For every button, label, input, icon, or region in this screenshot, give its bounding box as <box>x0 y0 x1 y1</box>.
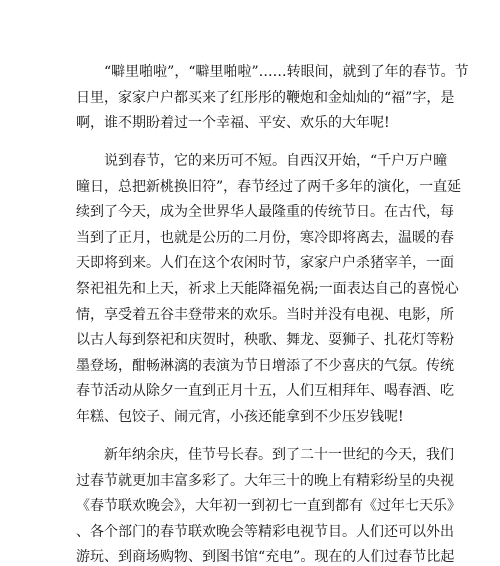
text-line: 新年纳余庆，佳节号长春。到了二十一世纪的今天，我们 <box>76 447 454 463</box>
paragraph-3 <box>76 443 461 566</box>
text-line: 春节活动从除夕一直到正月十五，人们互相拜年、喝春酒、吃 <box>76 383 454 400</box>
text-line: 墨登场，酣畅淋漓的表演为节日增添了不少喜庆的气氛。传统 <box>76 357 454 374</box>
text-line: 天即将到来。人们在这个农闲时节，家家户户杀猪宰羊，一面 <box>76 255 454 272</box>
text-line: 日里，家家户户都买来了红彤彤的鞭炮和金灿灿的“福”字，是 <box>76 89 455 106</box>
text-line: 、各个部门的春节联欢晚会等精彩电视节目。人们还可以外出 <box>76 523 454 540</box>
text-line: 啊，谁不期盼着过一个幸福、平安、欢乐的大年呢! <box>76 115 390 132</box>
text-line: 说到春节，它的来历可不短。自西汉开始，“千户万户曈 <box>76 153 448 169</box>
text-line: 过春节就更加丰富多彩了。大年三十的晚上有精彩纷呈的央视 <box>76 472 454 489</box>
text-line: “噼里啪啦”，“噼里啪啦”……转眼间，就到了年的春节。节 <box>76 64 469 80</box>
text-line: 曈日，总把新桃换旧符”，春节经过了两千多年的演化，一直延 <box>76 178 462 195</box>
text-line: 年糕、包饺子、闹元宵，小孩还能拿到不少压岁钱呢! <box>76 408 404 425</box>
text-line: 《春节联欢晚会》，大年初一到初七一直到都有《过年七天乐》 <box>76 498 461 515</box>
text-line: 续到了今天，成为全世界华人最隆重的传统节日。在古代，每 <box>76 204 454 221</box>
text-line: 游玩、到商场购物、到图书馆“充电”。现在的人们过春节比起 <box>76 549 455 566</box>
text-line: 当到了正月，也就是公历的二月份，寒冷即将离去，温暖的春 <box>76 229 454 246</box>
text-line: 情，享受着五谷丰登带来的欢乐。当时并没有电视、电影，所 <box>76 306 454 323</box>
paragraph-1 <box>76 60 469 137</box>
text-line: 祭祀祖先和上天，祈求上天能降福免祸;一面表达自己的喜悦心 <box>76 280 459 297</box>
text-line: 以古人每到祭祀和庆贺时，秧歌、舞龙、耍狮子、扎花灯等粉 <box>76 332 454 349</box>
paragraph-2 <box>76 149 462 431</box>
